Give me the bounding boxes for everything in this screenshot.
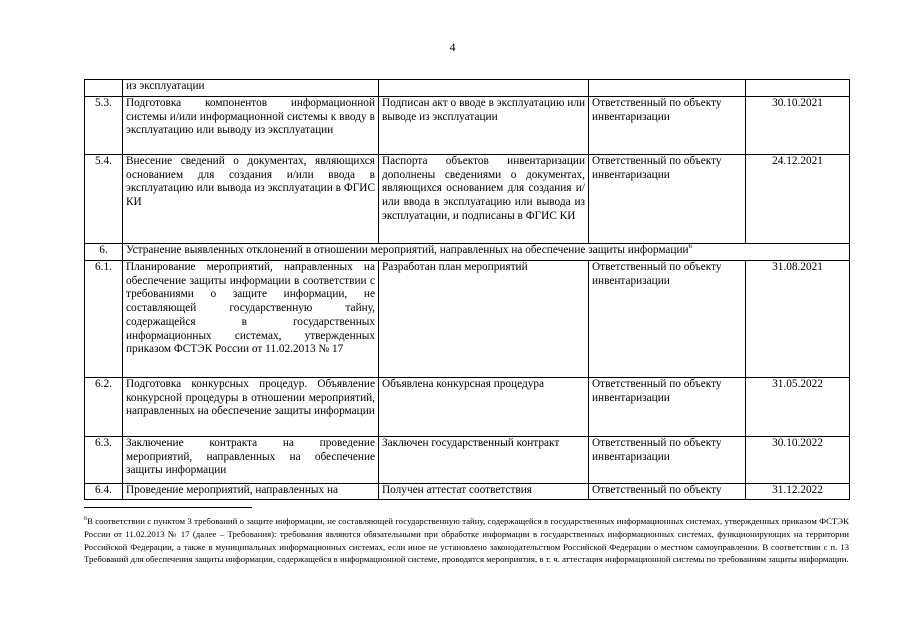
responsible-cell: Ответственный по объекту инвентаризации bbox=[589, 97, 746, 155]
responsible-cell: Ответственный по объекту bbox=[589, 484, 746, 500]
row-number: 6.3. bbox=[85, 437, 123, 484]
table-row bbox=[85, 378, 850, 437]
responsible-cell: Ответственный по объекту инвентаризации bbox=[589, 437, 746, 484]
result-cell: Объявлена конкурсная процедура bbox=[379, 378, 589, 437]
table-row bbox=[85, 80, 850, 97]
result-cell: Паспорта объектов инвентаризации дополнены сведениями о документах, являющихся основанием для создания и/или ввода в эксплуатацию или вывода из эксплуатации, и подписаны в ФГИС КИ bbox=[379, 155, 589, 244]
deadline-cell bbox=[746, 80, 850, 97]
section-title-cell bbox=[123, 244, 850, 261]
result-cell bbox=[379, 80, 589, 97]
row-number: 6.2. bbox=[85, 378, 123, 437]
result-cell: Заключен государственный контракт bbox=[379, 437, 589, 484]
footnote-separator bbox=[84, 507, 252, 508]
row-number: 6.1. bbox=[85, 261, 123, 378]
footnote-reference: 6 bbox=[688, 243, 693, 251]
result-cell: Разработан план мероприятий bbox=[379, 261, 589, 378]
deadline-cell: 24.12.2021 bbox=[746, 155, 850, 244]
responsible-cell: Ответственный по объекту инвентаризации bbox=[589, 378, 746, 437]
footnote-mark: 6 bbox=[84, 516, 87, 523]
table-row bbox=[85, 261, 850, 378]
row-number bbox=[85, 80, 123, 97]
task-cell: Проведение мероприятий, направленных на bbox=[123, 484, 379, 500]
responsible-cell bbox=[589, 80, 746, 97]
deadline-cell: 31.05.2022 bbox=[746, 378, 850, 437]
task-cell: Подготовка конкурсных процедур. Объявление конкурсной процедуры в отношении мероприятий, направленных на обеспечение защиты информации bbox=[123, 378, 379, 437]
footnote bbox=[84, 515, 849, 566]
table-row bbox=[85, 155, 850, 244]
plan-table bbox=[84, 79, 850, 500]
row-number: 6.4. bbox=[85, 484, 123, 500]
deadline-cell: 31.08.2021 bbox=[746, 261, 850, 378]
table-row bbox=[85, 437, 850, 484]
deadline-cell: 31.12.2022 bbox=[746, 484, 850, 500]
task-cell: Заключение контракта на проведение мероприятий, направленных на обеспечение защиты информации bbox=[123, 437, 379, 484]
row-number: 5.4. bbox=[85, 155, 123, 244]
table-row bbox=[85, 484, 850, 500]
table-row bbox=[85, 97, 850, 155]
footnote-text: В соответствии с пунктом 3 требований о защите информации, не составляющей государственную тайну, содержащейся в государственных информационных системах, утвержденных приказом ФСТЭК России от 11.02.2013 № 17 (далее – Требования): требования являются обязательными при обработке информации в государственных информационных системах, функционирующих на территории Российской Федерации, а также в муниципальных информационных системах, если иное не установлено законодательством Российской Федерации о местном самоуправлении. В соответствии с п. 13 Требований для обеспечения защиты информации, содержащейся в информационной системе, проводятся мероприятия, в т. ч. аттестация информационной системы по требованиям защиты информации. bbox=[84, 516, 849, 565]
task-cell: Подготовка компонентов информационной системы и/или информационной системы к вводу в эксплуатацию или выводу из эксплуатации bbox=[123, 97, 379, 155]
task-cell: из эксплуатации bbox=[123, 80, 379, 97]
row-number: 5.3. bbox=[85, 97, 123, 155]
deadline-cell: 30.10.2021 bbox=[746, 97, 850, 155]
deadline-cell: 30.10.2022 bbox=[746, 437, 850, 484]
task-cell: Внесение сведений о документах, являющихся основанием для создания и/или ввода в эксплуатацию или вывода из эксплуатации в ФГИС КИ bbox=[123, 155, 379, 244]
section-number: 6. bbox=[85, 244, 123, 261]
section-row bbox=[85, 244, 850, 261]
result-cell: Получен аттестат соответствия bbox=[379, 484, 589, 500]
task-cell: Планирование мероприятий, направленных на обеспечение защиты информации в соответствии с требованиями о защите информации, не составляющей государственную тайну, содержащейся в государственных информационных системах, утвержденных приказом ФСТЭК России от 11.02.2013 № 17 bbox=[123, 261, 379, 378]
result-cell: Подписан акт о вводе в эксплуатацию или выводе из эксплуатации bbox=[379, 97, 589, 155]
responsible-cell: Ответственный по объекту инвентаризации bbox=[589, 261, 746, 378]
page-number: 4 bbox=[449, 40, 456, 54]
responsible-cell: Ответственный по объекту инвентаризации bbox=[589, 155, 746, 244]
section-title: Устранение выявленных отклонений в отношении мероприятий, направленных на обеспечение защиты информации bbox=[126, 244, 689, 256]
